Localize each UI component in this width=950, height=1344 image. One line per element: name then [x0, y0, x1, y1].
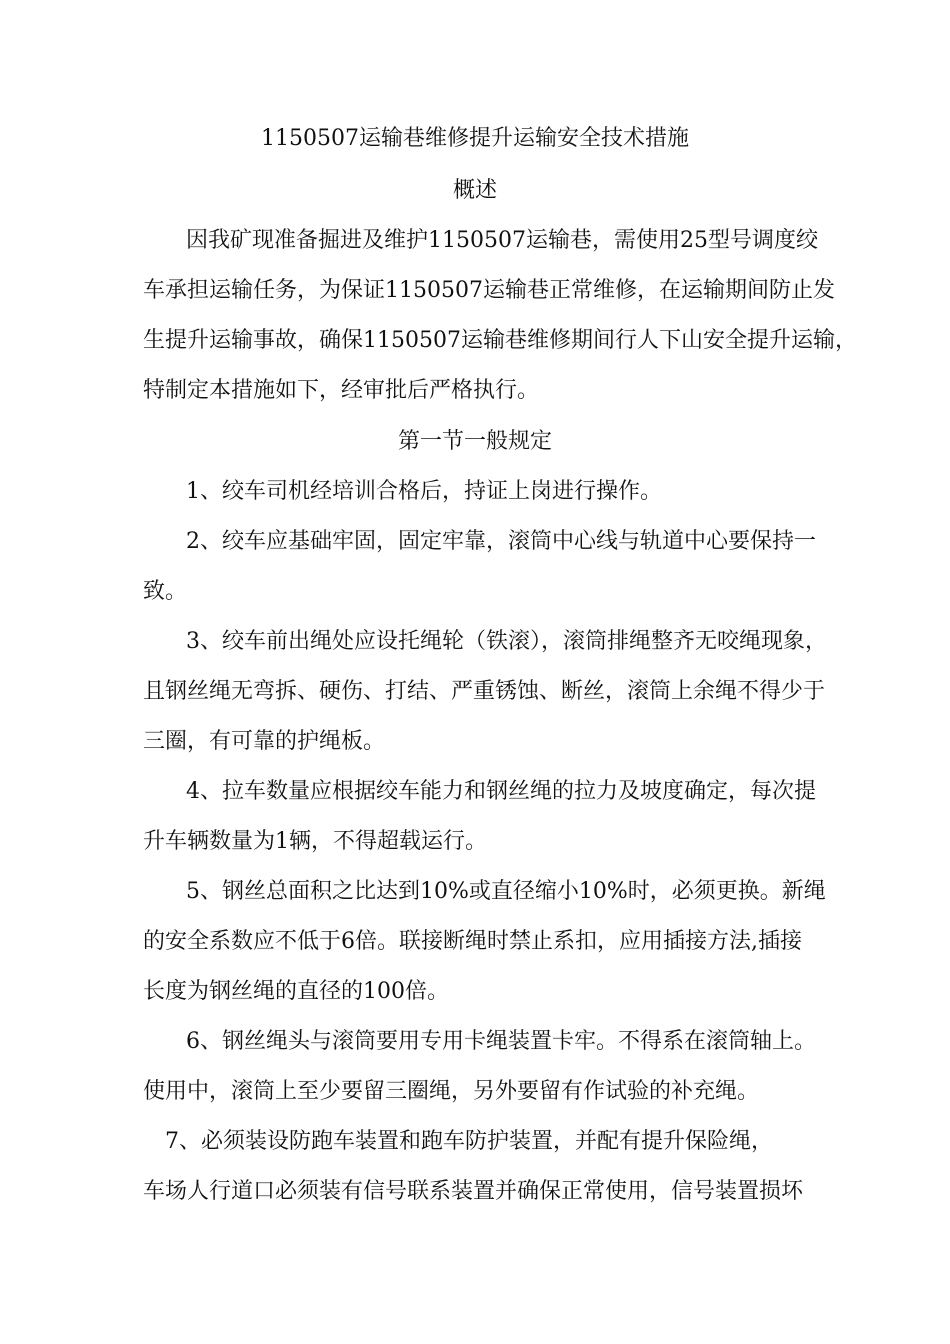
- item-3-line-3: 三圈，有可靠的护绳板。: [143, 729, 386, 754]
- overview-line-4: 特制定本措施如下，经审批后严格执行。: [143, 378, 540, 403]
- item-5-line-2: 的安全系数应不低于6倍。联接断绳时禁止系扣，应用插接方法,插接: [143, 929, 802, 954]
- overview-heading: 概述: [452, 178, 497, 203]
- item-1-line-1: 1、绞车司机经培训合格后，持证上岗进行操作。: [186, 479, 662, 504]
- item-4-line-2: 升车辆数量为1辆，不得超载运行。: [143, 829, 487, 854]
- item-6-line-2: 使用中，滚筒上至少要留三圈绳，另外要留有作试验的补充绳。: [143, 1079, 760, 1104]
- item-2-line-1: 2、绞车应基础牢固，固定牢靠，滚筒中心线与轨道中心要保持一: [186, 529, 816, 554]
- overview-line-2: 车承担运输任务，为保证1150507运输巷正常维修，在运输期间防止发: [143, 278, 835, 303]
- item-5-line-1: 5、钢丝总面积之比达到10%或直径缩小10%时，必须更换。新绳: [186, 879, 826, 904]
- item-3-line-1: 3、绞车前出绳处应设托绳轮（铁滚），滚筒排绳整齐无咬绳现象，: [186, 629, 827, 654]
- item-4-line-1: 4、拉车数量应根据绞车能力和钢丝绳的拉力及坡度确定，每次提: [186, 779, 816, 804]
- item-7-line-1: 7、必须装设防跑车装置和跑车防护装置，并配有提升保险绳，: [165, 1129, 773, 1154]
- overview-line-1: 因我矿现准备掘进及维护1150507运输巷，需使用25型号调度绞: [186, 228, 818, 253]
- item-7-line-2: 车场人行道口必须装有信号联系装置并确保正常使用，信号装置损坏: [143, 1179, 804, 1204]
- overview-line-3: 生提升运输事故，确保1150507运输巷维修期间行人下山安全提升运输，: [143, 328, 857, 353]
- item-3-line-2: 且钢丝绳无弯拆、硬伤、打结、严重锈蚀、断丝，滚筒上余绳不得少于: [143, 679, 826, 704]
- section-heading: 第一节一般规定: [397, 429, 552, 454]
- item-2-line-2: 致。: [143, 579, 188, 604]
- document-title: 1150507运输巷维修提升运输安全技术措施: [261, 126, 689, 151]
- item-6-line-1: 6、钢丝绳头与滚筒要用专用卡绳装置卡牢。不得系在滚筒轴上。: [186, 1029, 816, 1054]
- item-5-line-3: 长度为钢丝绳的直径的100倍。: [143, 979, 449, 1004]
